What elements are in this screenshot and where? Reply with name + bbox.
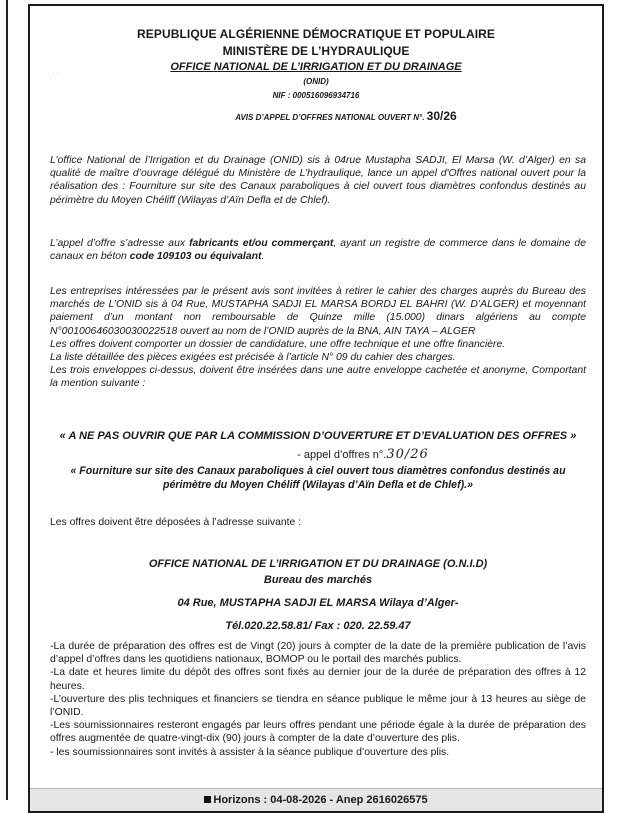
left-page-edge xyxy=(6,0,8,800)
square-bullet-icon xyxy=(204,796,211,803)
address-bureau: Bureau des marchés xyxy=(263,574,373,586)
eligibility-paragraph xyxy=(50,237,586,263)
address-street: 04 Rue, MUSTAPHA SADJI EL MARSA Wilaya d’Alger- xyxy=(177,597,459,609)
eligibility-text-1: L’appel d’offre s’adresse aux xyxy=(50,238,190,249)
withdrawal-block xyxy=(50,285,586,391)
envelopes-paragraph: Les trois enveloppes ci-dessus, doivent être insérées dans une autre enveloppe cachetée et anonyme, Comportant la mention suivante : xyxy=(50,365,586,390)
deposit-paragraph: Les offres doivent être déposées à l’adresse suivante : xyxy=(50,517,302,528)
withdrawal-paragraph: Les entreprises intéressées par le présent avis sont invitées à retirer le cahier des charges auprès du Bureau des marchés de L’ONID sis à 04 Rue, MUSTAPHA SADJI EL MARSA BORDJ EL BAHRI (W. D’ALGER) et moyennant paiement d’un montant non remboursable de Quinze mille (15.000) dinars algériens au compte N°00100646030030022518 ouvert au nom de l’ONID auprès de la BNA, AIN TAYA – ALGER xyxy=(50,286,586,337)
appel-label: - appel d’offres n°. xyxy=(297,449,387,461)
condition-item: -L’ouverture des plis techniques et financiers se tiendra en séance publique le même jour à 13 heures au siège de l’ONID. xyxy=(50,693,586,719)
offers-content-paragraph: Les offres doivent comporter un dossier de candidature, une offre technique et une offre financière. xyxy=(50,338,506,350)
notice-header xyxy=(30,6,602,123)
tender-notice xyxy=(28,4,604,813)
avis-number: 30/26 xyxy=(426,109,457,123)
footer-text: Horizons : 04-08-2026 - Anep 2616026575 xyxy=(213,794,428,806)
republic-title: REPUBLIQUE ALGÉRIENNE DÉMOCRATIQUE ET POPULAIRE xyxy=(136,27,496,41)
eligibility-text-2: , ayant un registre de commerce dans le domaine de canaux en béton xyxy=(50,238,586,263)
mention-line: « A NE PAS OUVRIR QUE PAR LA COMMISSION D’OUVERTURE ET D’EVALUATION DES OFFRES » xyxy=(59,430,577,442)
intro-paragraph: L’office National de l’Irrigation et du Drainage (ONID) sis à 04rue Mustapha SADJI, El Marsa (W. d’Alger) en sa qualité de maître d’ouvrage délégué du Ministère de L’hydraulique, lance un appel d'Offres national ouvert pour la réalisation des : Fourniture sur site des Canaux paraboliques à ciel ouvert tous diamètres confondus destinés au périmètre du Moyen Chéliff (Wilayas d’Aïn Defla et de Chlef). xyxy=(50,155,586,206)
appel-handwritten-number: 30/26 xyxy=(386,447,429,462)
address-phone-fax: Tél.020.22.58.81/ Fax : 020. 22.59.47 xyxy=(225,620,411,632)
office-title: OFFICE NATIONAL DE L’IRRIGATION ET DU DRAINAGE xyxy=(170,61,462,73)
nif-number: NIF : 000516096934716 xyxy=(272,91,360,100)
condition-item: -Les soumissionnaires resteront engagés par leurs offres pendant une période égale à la durée de préparation des offres augmentée de quatre-vingt-dix (90) jours à compter de la date d’ouverture des plis. xyxy=(50,720,586,745)
publication-footer xyxy=(30,788,602,811)
conditions-list xyxy=(50,640,586,759)
eligibility-bold-2: code 109103 ou équivalant xyxy=(129,251,262,263)
fourniture-line: « Fourniture sur site des Canaux paraboliques à ciel ouvert tous diamètres confondus destinés au périmètre du Moyen Chéliff (Wilayas d’Aïn Defla et de Chlef).» xyxy=(70,465,566,491)
condition-item: -La durée de préparation des offres est de Vingt (20) jours à compter de la date de la première publication de l’avis d’appel d’offres dans les quotidiens nationaux, BOMOP ou le portail des marchés publics. xyxy=(50,641,586,666)
deposit-address xyxy=(50,556,586,634)
address-office: OFFICE NATIONAL DE L’IRRIGATION ET DU DRAINAGE (O.N.I.D) xyxy=(148,558,488,570)
eligibility-bold-1: fabricants et/ou commerçant xyxy=(189,238,334,249)
avis-label: AVIS D’APPEL D’OFFRES NATIONAL OUVERT N°. xyxy=(235,113,425,122)
documents-list-paragraph: La liste détaillée des pièces exigées est précisée à l’article N° 09 du cahier des charges. xyxy=(50,352,456,364)
office-acronym: (ONID) xyxy=(303,77,329,86)
condition-item: -La date et heures limite du dépôt des offres sont fixés au dernier jour de la durée de préparation des offres à 12 heures. xyxy=(50,667,586,692)
avis-title xyxy=(30,109,602,123)
scan-speck: · · xyxy=(52,69,60,78)
eligibility-text-3: . xyxy=(261,251,265,263)
appel-line xyxy=(50,447,586,462)
condition-item: - les soumissionnaires sont invités à assister à la séance publique d’ouverture des plis. xyxy=(50,746,450,758)
ministry-title: MINISTÈRE DE L’HYDRAULIQUE xyxy=(222,44,410,58)
